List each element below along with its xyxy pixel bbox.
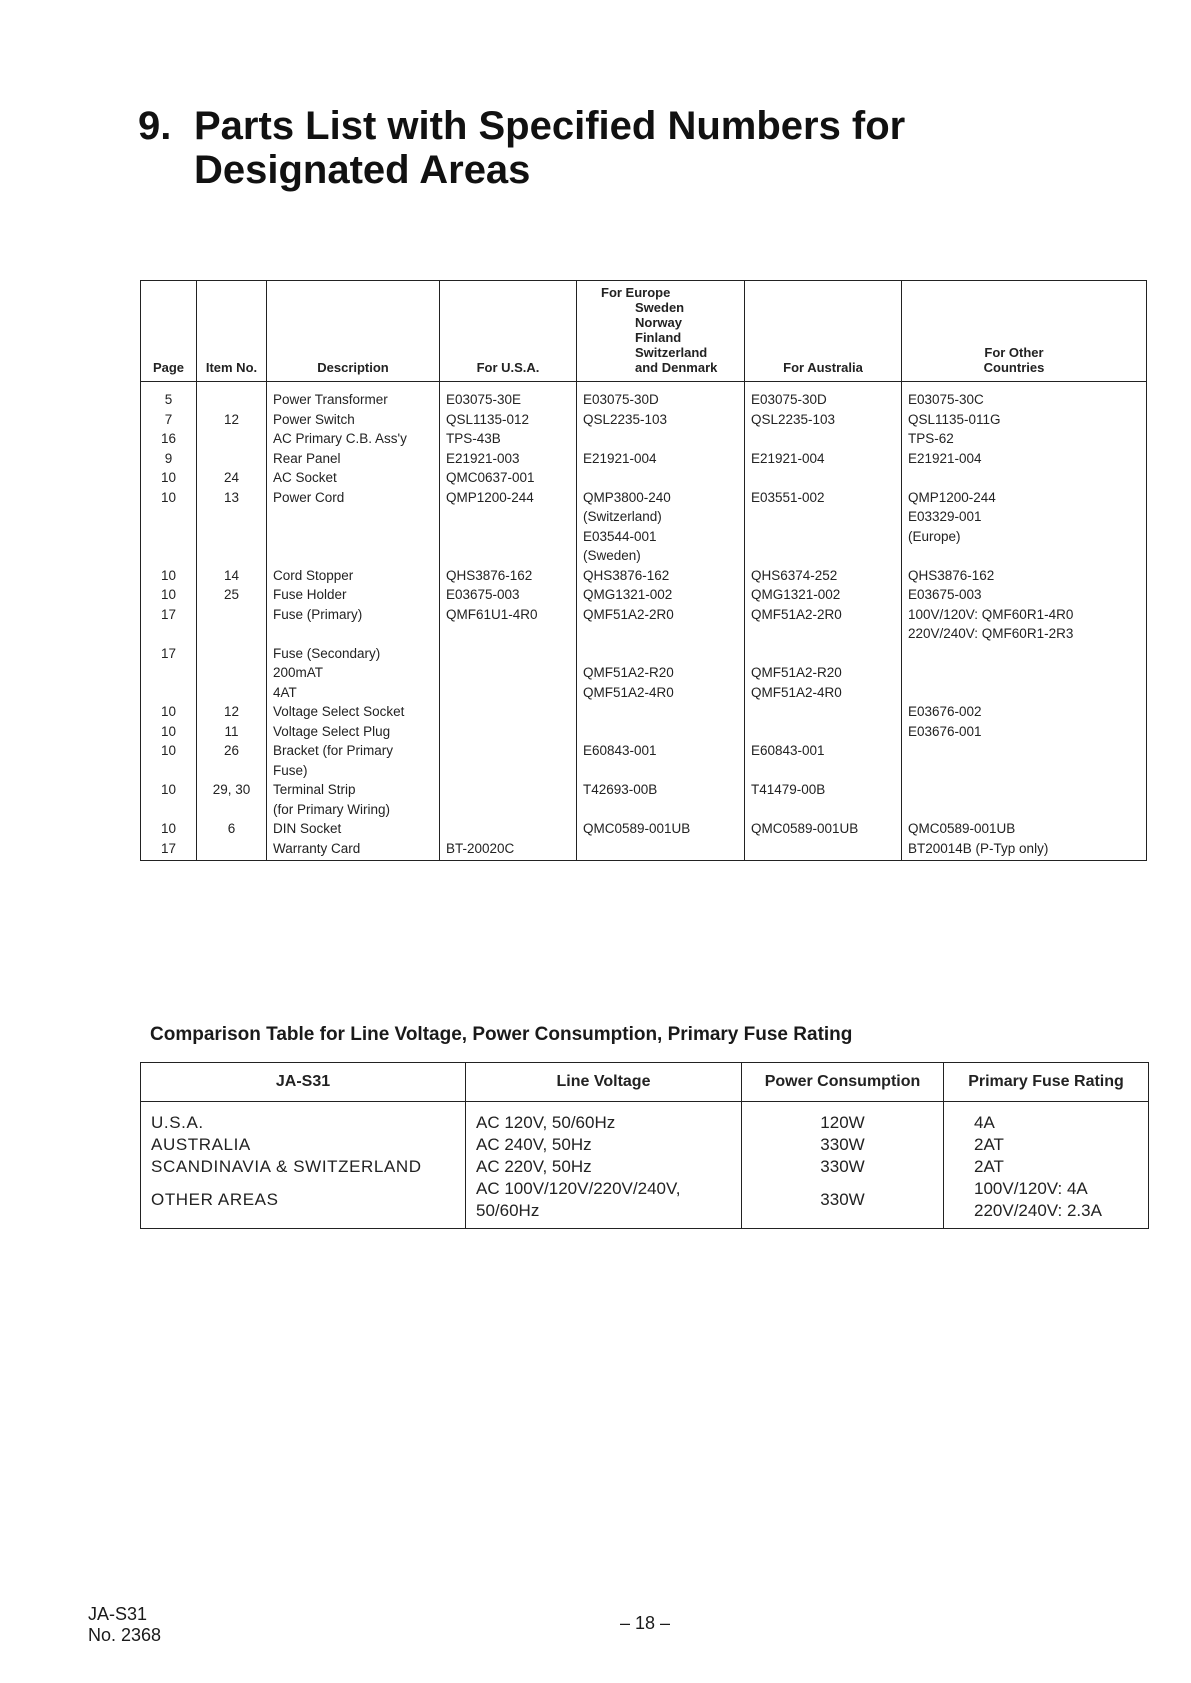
cell-description: Warranty Card <box>267 839 440 861</box>
section-number: 9. <box>138 104 172 148</box>
cell-item: 12 <box>197 702 267 722</box>
table-row <box>141 1178 1149 1229</box>
cell-usa <box>440 702 577 722</box>
cell-page <box>141 663 197 683</box>
cell-description: AC Socket <box>267 468 440 488</box>
cell-other <box>902 663 1147 683</box>
cell-fuse-rating: 2AT <box>944 1134 1149 1156</box>
cell-description: Bracket (for Primary Fuse) <box>267 741 440 780</box>
cell-usa: QMP1200-244 <box>440 488 577 566</box>
cell-europe: E03075-30D <box>577 382 745 410</box>
table-row <box>141 819 1147 839</box>
cell-europe: QMF51A2-4R0 <box>577 683 745 703</box>
cell-other: E03675-003 <box>902 585 1147 605</box>
cell-europe <box>577 644 745 664</box>
cell-area: OTHER AREAS <box>141 1178 466 1229</box>
cell-description: Voltage Select Plug <box>267 722 440 742</box>
cell-page: 10 <box>160 782 177 797</box>
cell-power-consumption: 330W <box>742 1134 944 1156</box>
table-row <box>141 585 1147 605</box>
header-page: Page <box>141 281 197 382</box>
comparison-table <box>140 1062 1149 1229</box>
cell-page: 10 <box>160 489 177 505</box>
cell-usa <box>440 722 577 742</box>
cell-australia: QMC0589-001UB <box>745 819 902 839</box>
cell-usa <box>440 819 577 839</box>
table-row <box>141 1134 1149 1156</box>
table-row <box>141 663 1147 683</box>
parts-table <box>140 280 1147 861</box>
parts-body <box>141 382 1147 861</box>
cell-australia: QMG1321-002 <box>745 585 902 605</box>
parts-header-row <box>141 281 1147 382</box>
header-europe-line1: For Europe <box>601 285 671 300</box>
cell-usa <box>440 663 577 683</box>
cell-australia: QMF51A2-2R0 <box>745 605 902 644</box>
header-line-voltage: Line Voltage <box>466 1063 742 1102</box>
cell-power-consumption: 330W <box>742 1156 944 1178</box>
cell-other: 100V/120V: QMF60R1-4R0 220V/240V: QMF60R1-2R3 <box>902 605 1147 644</box>
cell-europe: QMF51A2-2R0 <box>577 605 745 644</box>
header-europe-countries: Sweden Norway Finland Switzerland and Denmark <box>635 300 718 375</box>
cell-other: TPS-62 <box>902 429 1147 449</box>
cell-page: 10 <box>160 567 177 583</box>
page-title <box>138 104 1038 192</box>
comparison-header-row <box>141 1063 1149 1102</box>
cell-item <box>197 449 267 469</box>
cell-europe: QSL2235-103 <box>577 410 745 430</box>
cell-item <box>197 644 267 664</box>
cell-australia: E03075-30D <box>745 382 902 410</box>
cell-australia: E60843-001 <box>745 741 902 780</box>
table-row <box>141 1102 1149 1135</box>
table-row <box>141 741 1147 780</box>
cell-australia: QMF51A2-4R0 <box>745 683 902 703</box>
cell-page: 16 <box>160 431 177 446</box>
cell-description: 200mAT <box>267 663 440 683</box>
cell-europe <box>577 702 745 722</box>
cell-description: Power Transformer <box>267 382 440 410</box>
table-row <box>141 605 1147 644</box>
cell-europe <box>577 839 745 861</box>
footer-doc-number: No. 2368 <box>88 1625 162 1645</box>
cell-page <box>141 683 197 703</box>
cell-description: AC Primary C.B. Ass'y <box>267 429 440 449</box>
table-row <box>141 468 1147 488</box>
cell-item: 12 <box>197 410 267 430</box>
table-row <box>141 382 1147 410</box>
table-row <box>141 780 1147 819</box>
cell-usa: E03075-30E <box>440 382 577 410</box>
cell-australia <box>745 702 902 722</box>
table-row <box>141 722 1147 742</box>
cell-usa <box>440 683 577 703</box>
title-line-1: Parts List with Specified Numbers for <box>194 104 906 148</box>
header-power-consumption: Power Consumption <box>742 1063 944 1102</box>
cell-other <box>902 468 1147 488</box>
cell-fuse-rating: 4A <box>944 1102 1149 1135</box>
cell-other <box>902 780 1147 819</box>
cell-line-voltage: AC 100V/120V/220V/240V, 50/60Hz <box>466 1178 742 1229</box>
cell-usa: E21921-003 <box>440 449 577 469</box>
header-australia: For Australia <box>745 281 902 382</box>
cell-description: Terminal Strip (for Primary Wiring) <box>267 780 440 819</box>
cell-fuse-rating: 2AT <box>944 1156 1149 1178</box>
table-row <box>141 566 1147 586</box>
cell-page: 10 <box>160 723 177 739</box>
cell-page: 10 <box>160 821 177 836</box>
cell-australia <box>745 722 902 742</box>
cell-item: 24 <box>197 468 267 488</box>
cell-europe: E21921-004 <box>577 449 745 469</box>
page-number: – 18 – <box>620 1613 671 1633</box>
header-other: For Other Countries <box>902 281 1147 382</box>
cell-description: Power Cord <box>267 488 440 566</box>
cell-page: 10 <box>160 704 177 719</box>
cell-australia: QHS6374-252 <box>745 566 902 586</box>
cell-item <box>197 663 267 683</box>
cell-europe: QMP3800-240 (Switzerland) E03544-001 (Sweden) <box>577 488 745 566</box>
cell-europe: E60843-001 <box>577 741 745 780</box>
table-row <box>141 839 1147 861</box>
cell-other <box>902 644 1147 664</box>
cell-australia <box>745 644 902 664</box>
comparison-body <box>141 1102 1149 1229</box>
cell-page: 17 <box>160 645 177 661</box>
cell-australia <box>745 468 902 488</box>
cell-page: 10 <box>160 587 177 602</box>
cell-other: E03676-001 <box>902 722 1147 742</box>
table-row <box>141 429 1147 449</box>
cell-europe: QMF51A2-R20 <box>577 663 745 683</box>
cell-item: 14 <box>197 566 267 586</box>
cell-europe <box>577 468 745 488</box>
cell-other: BT20014B (P-Typ only) <box>902 839 1147 861</box>
cell-description: 4AT <box>267 683 440 703</box>
table-row <box>141 683 1147 703</box>
cell-other <box>902 741 1147 780</box>
cell-australia <box>745 839 902 861</box>
cell-page: 17 <box>160 606 177 622</box>
cell-usa: E03675-003 <box>440 585 577 605</box>
title-line-2: Designated Areas <box>194 148 531 192</box>
cell-line-voltage: AC 220V, 50Hz <box>466 1156 742 1178</box>
cell-other: QMC0589-001UB <box>902 819 1147 839</box>
cell-item: 13 <box>197 488 267 566</box>
cell-fuse-rating: 100V/120V: 4A 220V/240V: 2.3A <box>944 1178 1149 1229</box>
cell-usa: QMC0637-001 <box>440 468 577 488</box>
cell-usa: QSL1135-012 <box>440 410 577 430</box>
cell-item <box>197 839 267 861</box>
cell-item <box>197 429 267 449</box>
cell-page: 10 <box>160 470 177 485</box>
cell-usa: QHS3876-162 <box>440 566 577 586</box>
cell-australia: QMF51A2-R20 <box>745 663 902 683</box>
cell-item: 11 <box>197 722 267 742</box>
cell-europe <box>577 722 745 742</box>
cell-other: QHS3876-162 <box>902 566 1147 586</box>
cell-description: Cord Stopper <box>267 566 440 586</box>
cell-europe: T42693-00B <box>577 780 745 819</box>
cell-usa: TPS-43B <box>440 429 577 449</box>
cell-other: QMP1200-244 E03329-001 (Europe) <box>902 488 1147 566</box>
table-row <box>141 644 1147 664</box>
cell-page: 5 <box>164 392 173 407</box>
footer-model-info <box>88 1604 161 1646</box>
footer-model: JA-S31 <box>88 1604 148 1624</box>
cell-usa: QMF61U1-4R0 <box>440 605 577 644</box>
cell-description: Fuse (Secondary) <box>267 644 440 664</box>
cell-area: SCANDINAVIA & SWITZERLAND <box>141 1156 466 1178</box>
cell-description: Fuse Holder <box>267 585 440 605</box>
header-description: Description <box>267 281 440 382</box>
cell-europe: QHS3876-162 <box>577 566 745 586</box>
cell-item: 26 <box>197 741 267 780</box>
cell-description: DIN Socket <box>267 819 440 839</box>
cell-europe: QMC0589-001UB <box>577 819 745 839</box>
header-europe <box>577 281 745 382</box>
header-item: Item No. <box>197 281 267 382</box>
cell-description: Rear Panel <box>267 449 440 469</box>
cell-australia: QSL2235-103 <box>745 410 902 430</box>
comparison-title: Comparison Table for Line Voltage, Power Consumption, Primary Fuse Rating <box>150 1024 853 1045</box>
cell-line-voltage: AC 120V, 50/60Hz <box>466 1102 742 1135</box>
cell-page: 10 <box>160 743 177 758</box>
cell-item <box>197 683 267 703</box>
cell-description: Voltage Select Socket <box>267 702 440 722</box>
cell-item: 6 <box>197 819 267 839</box>
cell-area: AUSTRALIA <box>141 1134 466 1156</box>
cell-item: 25 <box>197 585 267 605</box>
cell-other: E03676-002 <box>902 702 1147 722</box>
cell-page: 9 <box>164 450 173 466</box>
cell-usa <box>440 780 577 819</box>
cell-item: 29, 30 <box>197 780 267 819</box>
header-usa: For U.S.A. <box>440 281 577 382</box>
table-row <box>141 410 1147 430</box>
cell-other <box>902 683 1147 703</box>
cell-description: Power Switch <box>267 410 440 430</box>
cell-australia: E03551-002 <box>745 488 902 566</box>
cell-line-voltage: AC 240V, 50Hz <box>466 1134 742 1156</box>
cell-power-consumption: 120W <box>742 1102 944 1135</box>
cell-page: 7 <box>164 411 173 427</box>
cell-item <box>197 382 267 410</box>
cell-australia: T41479-00B <box>745 780 902 819</box>
table-row <box>141 488 1147 566</box>
cell-page: 17 <box>160 840 177 856</box>
header-primary-fuse: Primary Fuse Rating <box>944 1063 1149 1102</box>
cell-europe <box>577 429 745 449</box>
cell-power-consumption: 330W <box>742 1178 944 1229</box>
cell-other: E03075-30C <box>902 382 1147 410</box>
header-model: JA-S31 <box>141 1063 466 1102</box>
cell-other: E21921-004 <box>902 449 1147 469</box>
table-row <box>141 1156 1149 1178</box>
cell-usa <box>440 741 577 780</box>
cell-usa: BT-20020C <box>440 839 577 861</box>
cell-item <box>197 605 267 644</box>
cell-other: QSL1135-011G <box>902 410 1147 430</box>
table-row <box>141 449 1147 469</box>
cell-area: U.S.A. <box>141 1102 466 1135</box>
cell-australia: E21921-004 <box>745 449 902 469</box>
cell-australia <box>745 429 902 449</box>
cell-description: Fuse (Primary) <box>267 605 440 644</box>
cell-usa <box>440 644 577 664</box>
cell-europe: QMG1321-002 <box>577 585 745 605</box>
table-row <box>141 702 1147 722</box>
